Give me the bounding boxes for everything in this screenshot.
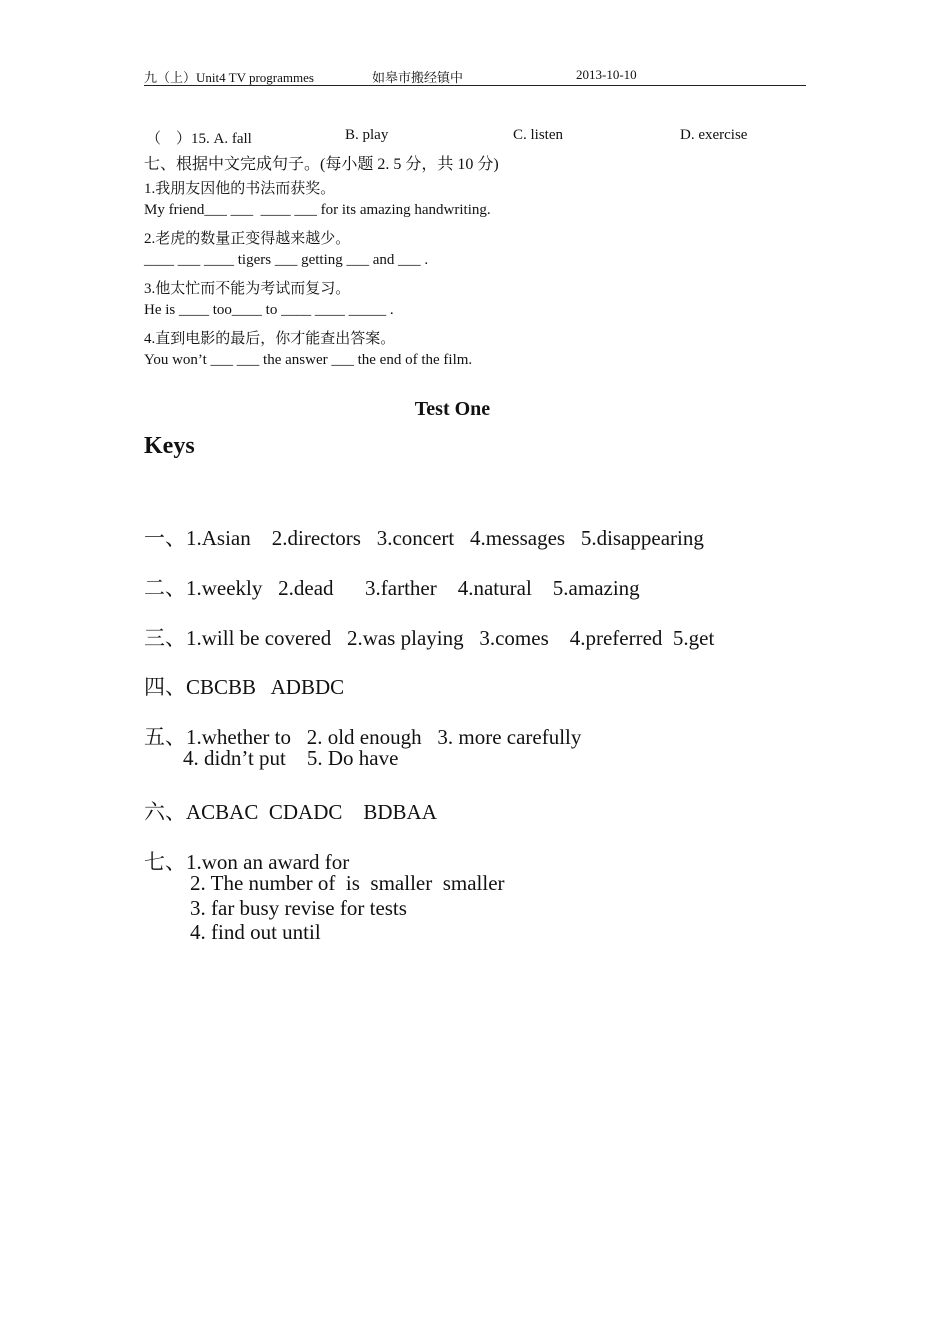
test-title: Test One <box>414 398 491 420</box>
sentence-4-chinese: 4.直到电影的最后，你才能查出答案。 <box>144 331 396 347</box>
question-15-option-b: B. play <box>345 127 389 143</box>
header-date: 2013-10-10 <box>576 67 637 82</box>
key-section-5-line-1: 五、1.whether to 2. old enough 3. more carefully <box>144 725 582 749</box>
key-section-3: 三、1.will be covered 2.was playing 3.comes 4.preferred 5.get <box>144 626 715 650</box>
key-section-7-line-3: 3. far busy revise for tests <box>190 896 407 920</box>
key-section-1: 一、1.Asian 2.directors 3.concert 4.messages 5.disappearing <box>144 526 704 550</box>
header-school: 如皋市搬经镇中 <box>372 70 464 85</box>
header-unit-title: 九（上）Unit4 TV programmes <box>144 70 314 85</box>
question-15-option-a: （ ）15. A. fall <box>146 131 252 147</box>
sentence-3-english: He is ____ too____ to ____ ____ _____ . <box>144 302 394 318</box>
key-section-7-line-2: 2. The number of is smaller smaller <box>190 871 505 895</box>
key-section-2: 二、1.weekly 2.dead 3.farther 4.natural 5.amazing <box>144 576 640 600</box>
key-section-6: 六、ACBAC CDADC BDBAA <box>144 800 437 824</box>
key-section-4: 四、CBCBB ADBDC <box>144 675 345 699</box>
section-7-title: 七、根据中文完成句子。(每小题 2. 5 分，共 10 分) <box>144 156 499 173</box>
key-section-7-line-1: 七、1.won an award for <box>144 850 350 874</box>
sentence-3-chinese: 3.他太忙而不能为考试而复习。 <box>144 281 351 297</box>
sentence-2-english: ____ ___ ____ tigers ___ getting ___ and ___ . <box>144 252 429 268</box>
question-15-option-d: D. exercise <box>680 127 748 143</box>
keys-title: Keys <box>144 433 195 459</box>
sentence-1-chinese: 1.我朋友因他的书法而获奖。 <box>144 181 336 197</box>
question-15-option-c: C. listen <box>513 127 564 143</box>
key-section-5-line-2: 4. didn’t put 5. Do have <box>183 746 399 770</box>
sentence-2-chinese: 2.老虎的数量正变得越来越少。 <box>144 231 351 247</box>
sentence-4-english: You won’t ___ ___ the answer ___ the end of the film. <box>144 352 473 368</box>
sentence-1-english: My friend___ ___ ____ ___ for its amazing handwriting. <box>144 202 491 218</box>
header-divider <box>144 85 806 86</box>
key-section-7-line-4: 4. find out until <box>190 920 321 944</box>
